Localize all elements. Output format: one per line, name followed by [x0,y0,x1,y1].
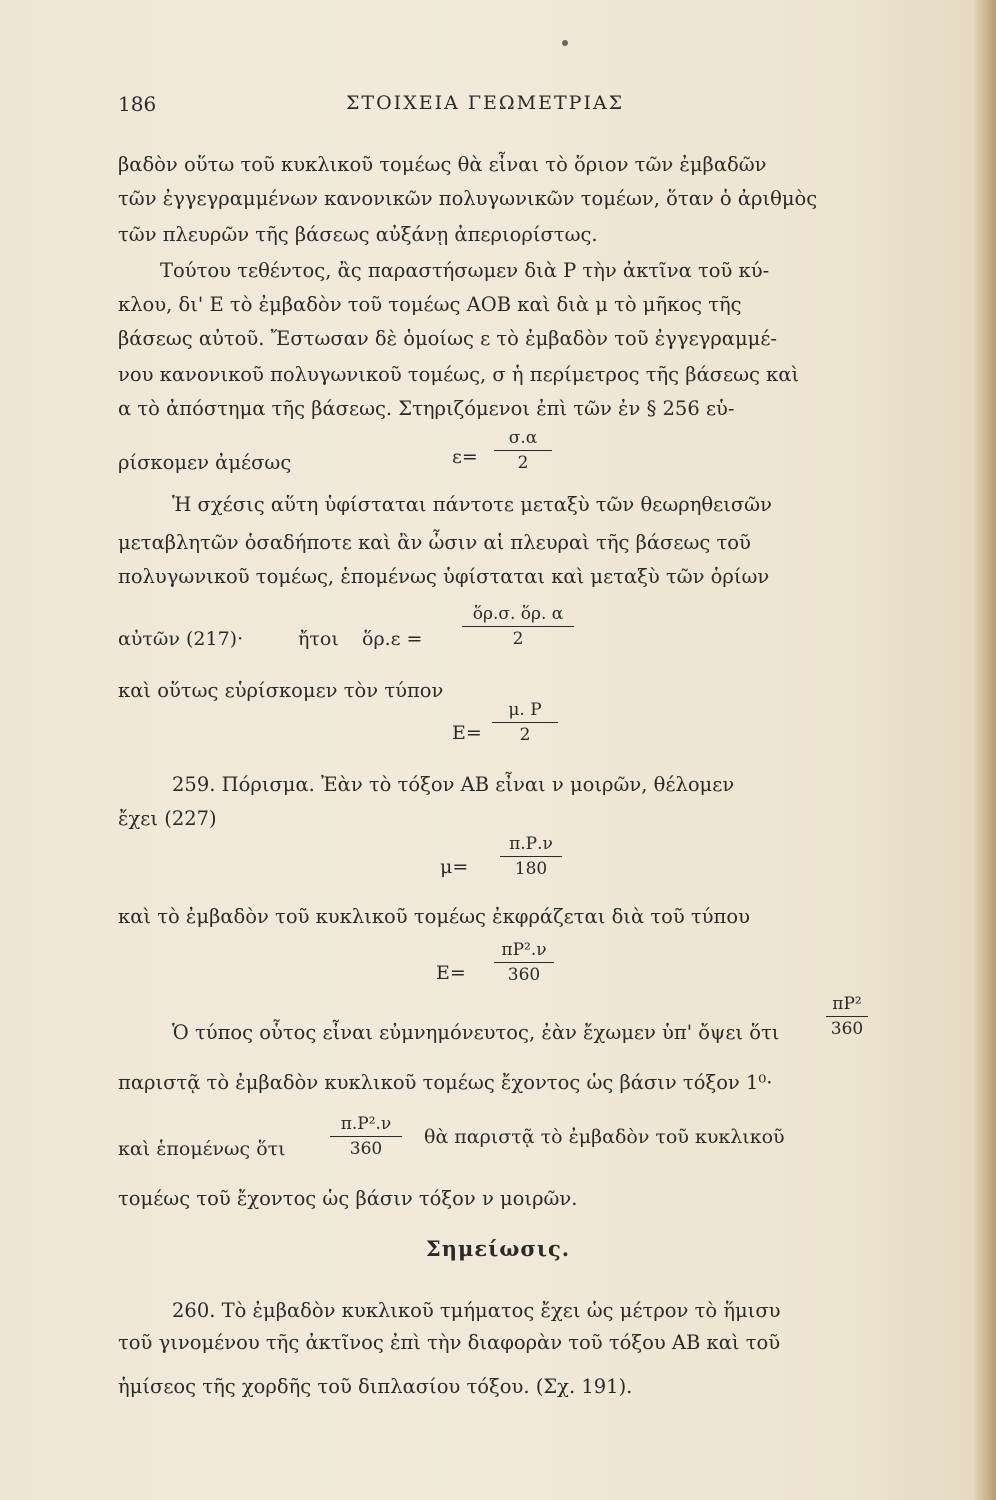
text-line: ἡμίσεος τῆς χορδῆς τοῦ διπλασίου τόξου. (Σχ. 191). [118,1375,633,1398]
fraction-bar [494,962,554,963]
fraction-bar [462,626,574,627]
text-line: τῶν πλευρῶν τῆς βάσεως αὐξάνῃ ἀπεριορίστως. [118,223,598,246]
text-line: Ὁ τύπος οὗτος εἶναι εὐμνημόνευτος, ἐὰν ἔχωμεν ὑπ' ὄψει ὅτι [172,1021,780,1044]
fraction-bar [494,450,552,451]
text-line: Ἡ σχέσις αὕτη ὑφίσταται πάντοτε μεταξὺ τῶν θεωρηθεισῶν [172,493,772,516]
ink-spot [562,40,568,46]
numerator: ὅρ.σ. ὅρ. α [472,604,564,624]
formula-lhs: ε= [452,446,478,468]
denominator: 2 [512,629,524,649]
text-segment: καὶ ἑπομένως ὅτι [118,1138,286,1160]
denominator: 2 [517,453,529,473]
text-line: τοῦ γινομένου τῆς ἀκτῖνος ἐπὶ τὴν διαφορὰν τοῦ τόξου ΑΒ καὶ τοῦ [118,1331,781,1354]
denominator: 360 [830,1019,864,1039]
text-line: 260. Τὸ ἐμβαδὸν κυκλικοῦ τμήματος ἔχει ὡς μέτρον τὸ ἥμισυ [172,1299,781,1322]
text-line: 259. Πόρισμα. Ἐὰν τὸ τόξον ΑΒ εἶναι ν μοιρῶν, θέλομεν [172,773,735,796]
text-line: βαδὸν οὕτω τοῦ κυκλικοῦ τομέως θὰ εἶναι τὸ ὅριον τῶν ἐμβαδῶν [118,153,767,176]
page-edge-shadow [974,0,996,1500]
fraction [462,604,574,649]
numerator: μ. Ρ [508,700,542,720]
text-line: τομέως τοῦ ἔχοντος ὡς βάσιν τόξον ν μοιρῶν. [118,1187,578,1210]
text-line: μεταβλητῶν ὁσαδήποτε καὶ ἂν ὦσιν αἱ πλευραὶ τῆς βάσεως τοῦ [118,531,751,554]
fraction-bar [826,1016,868,1017]
text-line: καὶ οὕτως εὑρίσκομεν τὸν τύπον [118,679,444,702]
section-heading: Σημείωσις. [425,1236,571,1261]
numerator: π.Ρ².ν [340,1114,392,1134]
formula-lhs: μ= [440,856,469,878]
text-segment: θὰ παριστᾷ τὸ ἐμβαδὸν τοῦ κυκλικοῦ [424,1126,785,1148]
fraction [494,940,554,985]
fraction [494,428,552,473]
numerator: πΡ².ν [501,940,547,960]
text-line: πολυγωνικοῦ τομέως, ἑπομένως ὑφίσταται καὶ μεταξὺ τῶν ὁρίων [118,565,770,588]
page-header [118,92,878,122]
text-line: κλου, δι' Ε τὸ ἐμβαδὸν τοῦ τομέως ΑΟΒ καὶ διὰ μ τὸ μῆκος τῆς [118,293,742,316]
denominator: 360 [507,965,541,985]
numerator: σ.α [508,428,538,448]
denominator: 360 [349,1139,383,1159]
fraction [492,700,558,745]
text-line: ρίσκομεν ἀμέσως [118,451,292,474]
formula-lhs: Ε= [452,722,482,744]
numerator: π.Ρ.ν [509,834,553,854]
text-line: τῶν ἐγγεγραμμένων κανονικῶν πολυγωνικῶν τομέων, ὅταν ὁ ἀριθμὸς [118,187,818,210]
fraction-bar [500,856,562,857]
text-segment: ἤτοι [298,628,339,650]
formula-lhs: ὅρ.ε = [362,628,423,650]
text-line: ἔχει (227) [118,807,217,830]
fraction [330,1114,402,1159]
text-segment: αὐτῶν (217)· [118,628,244,650]
page-number: 186 [118,92,157,116]
formula-lhs: Ε= [436,962,466,984]
text-line: βάσεως αὐτοῦ. Ἔστωσαν δὲ ὁμοίως ε τὸ ἐμβαδὸν τοῦ ἐγγεγραμμέ- [118,327,778,350]
fraction-bar [330,1136,402,1137]
text-line: α τὸ ἀπόστημα τῆς βάσεως. Στηριζόμενοι ἐπὶ τῶν ἐν § 256 εὑ- [118,397,735,420]
text-line: Τούτου τεθέντος, ἂς παραστήσωμεν διὰ Ρ τὴν ἀκτῖνα τοῦ κύ- [160,259,770,282]
denominator: 2 [519,725,531,745]
text-line: νου κανονικοῦ πολυγωνικοῦ τομέως, σ ἡ περίμετρος τῆς βάσεως καὶ [118,363,800,386]
fraction-bar [492,722,558,723]
numerator: πΡ² [832,994,862,1014]
fraction [500,834,562,879]
text-line: παριστᾷ τὸ ἐμβαδὸν κυκλικοῦ τομέως ἔχοντος ὡς βάσιν τόξον 1⁰· [118,1071,773,1094]
running-head: ΣΤΟΙΧΕΙΑ ΓΕΩΜΕΤΡΙΑΣ [346,92,625,114]
denominator: 180 [514,859,548,879]
fraction [826,994,868,1039]
text-line: καὶ τὸ ἐμβαδὸν τοῦ κυκλικοῦ τομέως ἐκφράζεται διὰ τοῦ τύπου [118,905,750,928]
